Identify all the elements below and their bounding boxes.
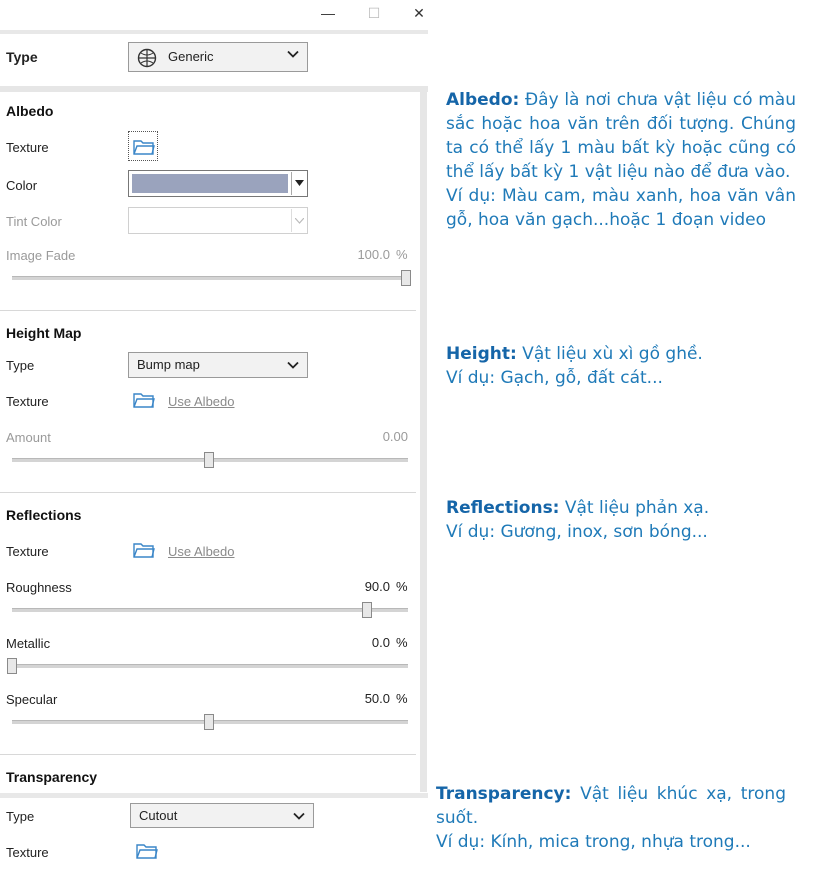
albedo-color-picker[interactable]	[128, 170, 308, 197]
color-dropdown-toggle[interactable]	[291, 172, 307, 195]
minimize-button[interactable]	[314, 2, 342, 24]
albedo-note-example: Ví dụ: Màu cam, màu xanh, hoa văn vân gỗ, hoa văn gạch...hoặc 1 đoạn video	[446, 186, 796, 230]
folder-icon[interactable]	[133, 391, 155, 409]
image-fade-slider-thumb[interactable]	[401, 270, 411, 286]
maximize-icon: ☐	[367, 4, 381, 21]
material-type-select[interactable]	[128, 42, 308, 72]
albedo-header: Albedo	[6, 103, 54, 119]
color-swatch	[132, 174, 288, 193]
roughness-slider-track[interactable]	[12, 608, 408, 612]
transparency-type-label: Type	[6, 809, 35, 824]
amount-slider-thumb[interactable]	[204, 452, 214, 468]
height-type-label: Type	[6, 358, 35, 373]
height-note	[446, 342, 796, 390]
section-divider	[0, 492, 416, 493]
reflections-note	[446, 496, 796, 544]
section-separator	[0, 793, 428, 798]
image-fade-unit: %	[396, 247, 408, 262]
roughness-slider-thumb[interactable]	[362, 602, 372, 618]
metallic-slider-track[interactable]	[12, 664, 408, 668]
section-separator	[0, 86, 428, 92]
roughness-value: 90.0	[364, 579, 390, 594]
metallic-unit: %	[396, 635, 408, 650]
transparency-texture-label: Texture	[6, 845, 49, 860]
albedo-note-title: Albedo:	[446, 90, 520, 110]
tint-color-picker	[128, 207, 308, 234]
height-type-select[interactable]	[128, 352, 308, 378]
roughness-label: Roughness	[6, 580, 72, 595]
tint-dropdown-toggle	[291, 209, 307, 232]
scrollbar[interactable]	[420, 92, 427, 792]
albedo-color-label: Color	[6, 178, 38, 193]
image-fade-slider-track[interactable]	[12, 276, 408, 280]
specular-unit: %	[396, 691, 408, 706]
close-button[interactable]	[405, 2, 433, 24]
height-texture-label: Texture	[6, 394, 49, 409]
caret-down-icon	[295, 218, 304, 224]
section-divider	[0, 754, 416, 755]
metallic-slider-thumb[interactable]	[7, 658, 17, 674]
minimize-icon: —	[321, 5, 335, 21]
height-type-value: Bump map	[137, 357, 200, 372]
reflections-note-example: Ví dụ: Gương, inox, sơn bóng...	[446, 522, 708, 542]
chevron-down-icon	[293, 810, 305, 822]
reflections-header: Reflections	[6, 507, 82, 523]
albedo-note	[446, 88, 796, 232]
folder-icon[interactable]	[133, 541, 155, 559]
transparency-note-text: Vật liệu khúc xạ, trong suốt.	[436, 784, 786, 828]
reflections-texture-label: Texture	[6, 544, 49, 559]
tint-color-label: Tint Color	[6, 214, 62, 229]
folder-icon[interactable]	[136, 842, 158, 860]
amount-value: 0.00	[382, 429, 408, 444]
title-bar-border	[0, 30, 428, 34]
albedo-texture-label: Texture	[6, 140, 49, 155]
transparency-note-example: Ví dụ: Kính, mica trong, nhựa trong...	[436, 832, 751, 852]
metallic-label: Metallic	[6, 636, 51, 651]
chevron-down-icon	[287, 359, 299, 371]
type-label: Type	[6, 49, 38, 65]
amount-label: Amount	[6, 430, 51, 445]
chevron-down-icon	[287, 48, 299, 60]
transparency-header: Transparency	[6, 769, 98, 785]
transparency-type-value: Cutout	[139, 808, 178, 823]
globe-icon	[137, 48, 157, 68]
albedo-note-text: Đây là nơi chưa vật liệu có màu sắc hoặc hoa văn trên đối tượng. Chúng ta có thể lấy 1 màu bất kỳ hoặc cũng có thể lấy bất kỳ 1 vật liệu nào để đưa vào.	[446, 90, 796, 182]
roughness-unit: %	[396, 579, 408, 594]
height-note-title: Height:	[446, 344, 517, 364]
image-fade-value: 100.0	[357, 247, 390, 262]
transparency-note	[436, 782, 786, 854]
height-note-example: Ví dụ: Gạch, gỗ, đất cát...	[446, 368, 663, 388]
maximize-button[interactable]	[360, 2, 388, 24]
specular-label: Specular	[6, 692, 58, 707]
reflections-note-text: Vật liệu phản xạ.	[559, 498, 710, 518]
metallic-value: 0.0	[371, 635, 390, 650]
transparency-note-title: Transparency:	[436, 784, 572, 804]
height-note-text: Vật liệu xù xì gồ ghề.	[516, 344, 703, 364]
specular-value: 50.0	[364, 691, 390, 706]
image-fade-label: Image Fade	[6, 248, 76, 263]
reflections-note-title: Reflections:	[446, 498, 560, 518]
specular-slider-thumb[interactable]	[204, 714, 214, 730]
albedo-texture-button[interactable]	[128, 131, 158, 161]
close-icon: ✕	[413, 4, 425, 21]
caret-down-icon	[295, 180, 304, 186]
transparency-type-select[interactable]	[130, 803, 314, 828]
height-map-header: Height Map	[6, 325, 82, 341]
folder-icon	[133, 138, 155, 156]
reflections-use-albedo-link[interactable]: Use Albedo	[168, 544, 235, 559]
section-divider	[0, 310, 416, 311]
material-type-value: Generic	[168, 49, 214, 64]
height-use-albedo-link[interactable]: Use Albedo	[168, 394, 235, 409]
